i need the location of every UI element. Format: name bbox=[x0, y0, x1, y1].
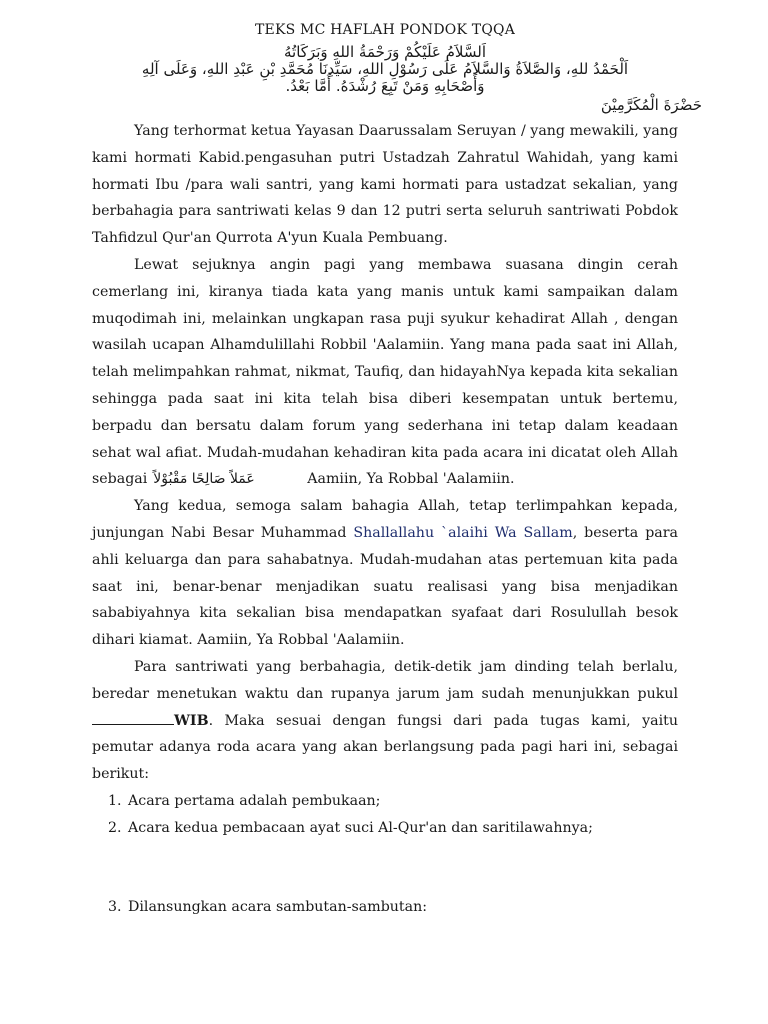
time-blank-line bbox=[92, 712, 174, 725]
paragraph-greeting: Yang terhormat ketua Yayasan Daarussalam Seruyan / yang mewakili, yang kami hormati Kabid.pengasuhan putri Ustadzah Zahratul Wahidah, yang kami hormati Ibu /para wali santri, yang kami hormati para ustadzat sekalian, yang berbahagia para santriwati kelas 9 dan 12 putri serta seluruh santriwati Pobdok Tahfidzul Qur'an Qurrota A'yun Kuala Pembuang. bbox=[92, 123, 678, 247]
paragraph-opening bbox=[92, 252, 678, 493]
arabic-praise-line-2: وَأَصْحَابِهِ وَمَنْ تَبِعَ رُشْدَهُ. أَمَّا بَعْدُ. bbox=[285, 77, 485, 95]
paragraph-opening-text: Lewat sejuknya angin pagi yang membawa suasana dingin cerah cemerlang ini, kiranya tiada kata yang manis untuk kami sampaikan dalam muqodimah ini, melainkan ungkapan rasa puji syukur kehadirat Allah , dengan wasilah ucapan Alhamdulillahi Robbil 'Aalamiin. Yang mana pada saat ini Allah, telah melimpahkan rahmat, nikmat, Taufiq, dan hidayahNya kepada kita sekalian sehingga pada saat ini kita telah bisa diberi kesempatan untuk bertemu, berpadu dan bersatu dalam forum yang sederhana ini tetap dalam keadaan sehat wal afiat. Mudah-mudahan kehadiran kita pada acara ini dicatat oleh Allah sebagai bbox=[92, 256, 678, 488]
paragraph-time bbox=[92, 654, 678, 788]
paragraph-shalawat-end: , beserta para ahli keluarga dan para sahabatnya. Mudah-mudahan atas pertemuan kita pada saat ini, benar-benar menjadikan suatu realisasi yang bisa menjadikan sababiyahnya kita sekalian bisa mendapatkan syafaat dari Rosulullah besok dihari kiamat. Aamiin, Ya Robbal 'Aalamiin. bbox=[92, 524, 678, 649]
paragraph-time-start: Para santriwati yang berbahagia, detik-detik jam dinding telah berlalu, beredar menetukan waktu dan rupanya jarum jam sudah menunjukkan pukul bbox=[92, 658, 678, 702]
time-zone-label: WIB bbox=[174, 712, 209, 729]
shalawat-phrase: Shallallahu `alaihi Wa Sallam bbox=[353, 524, 573, 541]
arabic-inline-prayer: عَمَلاً صَالِحًا مَقْبُوْلاً bbox=[153, 471, 255, 488]
agenda-item: 2. Acara kedua pembacaan ayat suci Al-Qur'an dan saritilawahnya; bbox=[126, 815, 678, 842]
agenda-list bbox=[92, 788, 678, 920]
paragraph-shalawat bbox=[92, 493, 678, 654]
agenda-item: 3. Dilansungkan acara sambutan-sambutan: bbox=[126, 894, 678, 921]
arabic-address: حَضْرَةَ الْمُكَرَّمِيْنَ bbox=[600, 96, 702, 114]
paragraph-opening-amen: Aamiin, Ya Robbal 'Aalamiin. bbox=[307, 471, 515, 488]
document-title: TEKS MC HAFLAH PONDOK TQQA bbox=[254, 22, 516, 38]
arabic-greeting: اَلسَّلاَمُ عَلَيْكُمْ وَرَحْمَةُ اللهِ وَبَرَكَاتُهُ bbox=[284, 43, 486, 61]
paragraph-shalawat-start: Yang kedua, semoga salam bahagia Allah, tetap terlimpahkan kepada, junjungan Nabi Besar Muhammad bbox=[92, 498, 678, 541]
agenda-item: 1. Acara pertama adalah pembukaan; bbox=[126, 788, 678, 815]
arabic-praise-line-1: اَلْحَمْدُ للهِ، وَالصَّلاَةُ وَالسَّلاَمُ عَلَى رَسُوْلِ اللهِ، سَيِّدِنَا مُحَمَّدِ بْنِ عَبْدِ اللهِ، وَعَلَى آلِهِ bbox=[141, 60, 629, 78]
paragraph-time-end: . Maka sesuai dengan fungsi dari pada tugas kami, yaitu pemutar adanya roda acara yang akan berlangsung pada pagi hari ini, sebagai berikut: bbox=[92, 712, 678, 783]
